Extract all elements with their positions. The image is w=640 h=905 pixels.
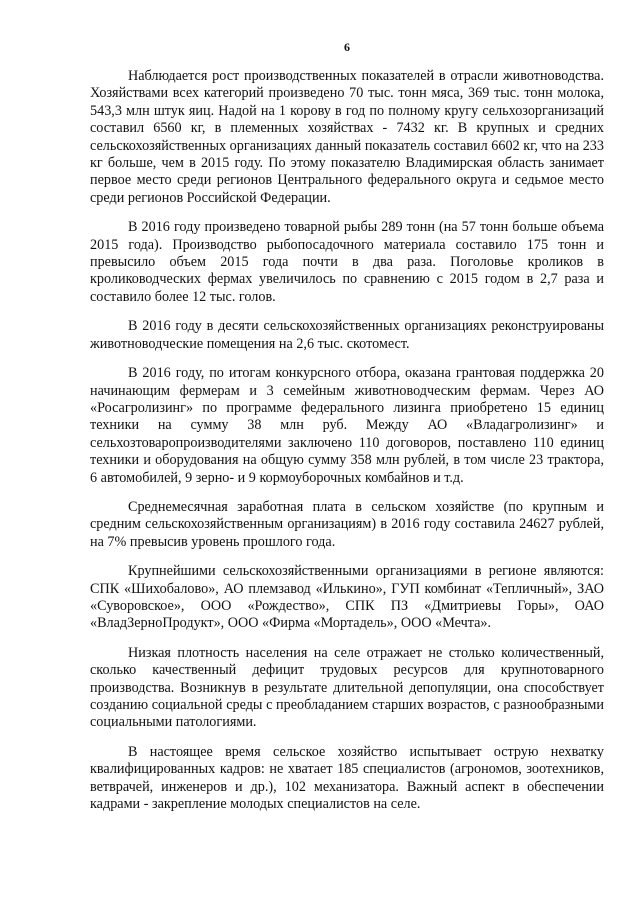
paragraph-staff-shortage: В настоящее время сельское хозяйство испытывает острую нехватку квалифицированных кадров: не хватает 185 специалистов (агрономов, зоотехников, ветврачей, инженеров и др.), 102 механизатора. Важный аспект в обеспечении кадрами - закрепление молодых специалистов на селе. (90, 743, 604, 813)
paragraph-reconstruction: В 2016 году в десяти сельскохозяйственных организациях реконструированы животноводческие помещения на 2,6 тыс. скотомест. (90, 318, 604, 352)
paragraph-fish-production: В 2016 году произведено товарной рыбы 289 тонн (на 57 тонн больше объема 2015 года). Производство рыбопосадочного материала составило 175 тонн и превысило объем 2015 года почти в два раза. Поголовье кроликов в кролиководческих фермах увеличилось по сравнению с 2015 годом в 2,7 раза и составило более 12 тыс. голов. (90, 219, 604, 305)
paragraph-grant-support: В 2016 году, по итогам конкурсного отбора, оказана грантовая поддержка 20 начинающим фермерам и 3 семейным животноводческим фермам. Через АО «Росагролизинг» по программе федерального лизинга приобретено 15 единиц техники на сумму 38 млн руб. Между АО «Владагролизинг» и сельхозтоваропроизводителями заключено 110 договоров, поставлено 110 единиц техники и оборудования на общую сумму 358 млн рублей, в том числе 23 трактора, 6 автомобилей, 9 зерно- и 9 кормоуборочных комбайнов и т.д. (90, 365, 604, 486)
paragraph-livestock-growth: Наблюдается рост производственных показателей в отрасли животноводства. Хозяйствами всех категорий произведено 70 тыс. тонн мяса, 369 тыс. тонн молока, 543,3 млн штук яиц. Надой на 1 корову в год по полному кругу сельхозорганизаций составил 6560 кг, в племенных хозяйствах - 7432 кг. В крупных и средних сельскохозяйственных организациях данный показатель составил 6602 кг, что на 233 кг больше, чем в 2015 году. По этому показателю Владимирская область занимает первое место среди регионов Центрального федерального округа и седьмое место среди регионов Российской Федерации. (90, 68, 604, 206)
paragraph-largest-organizations: Крупнейшими сельскохозяйственными организациями в регионе являются: СПК «Шихобалово», АО племзавод «Илькино», ГУП комбинат «Тепличный», ЗАО «Суворовское», ООО «Рождество», СПК ПЗ «Дмитриевы Горы», ОАО «ВладЗерноПродукт», ООО «Фирма «Мортадель», ООО «Мечта». (90, 563, 604, 632)
page-number: 6 (344, 40, 350, 54)
paragraph-population-density: Низкая плотность населения на селе отражает не столько количественный, сколько качественный дефицит трудовых ресурсов для крупнотоварного производства. Возникнув в результате длительной депопуляции, она способствует созданию социальной среды с преобладанием старших возрастов, с разнообразными социальными патологиями. (90, 644, 604, 731)
paragraph-salary: Среднемесячная заработная плата в сельском хозяйстве (по крупным и средним сельскохозяйственным организациям) в 2016 году составила 24627 рублей, на 7% превысив уровень прошлого года. (90, 498, 604, 550)
